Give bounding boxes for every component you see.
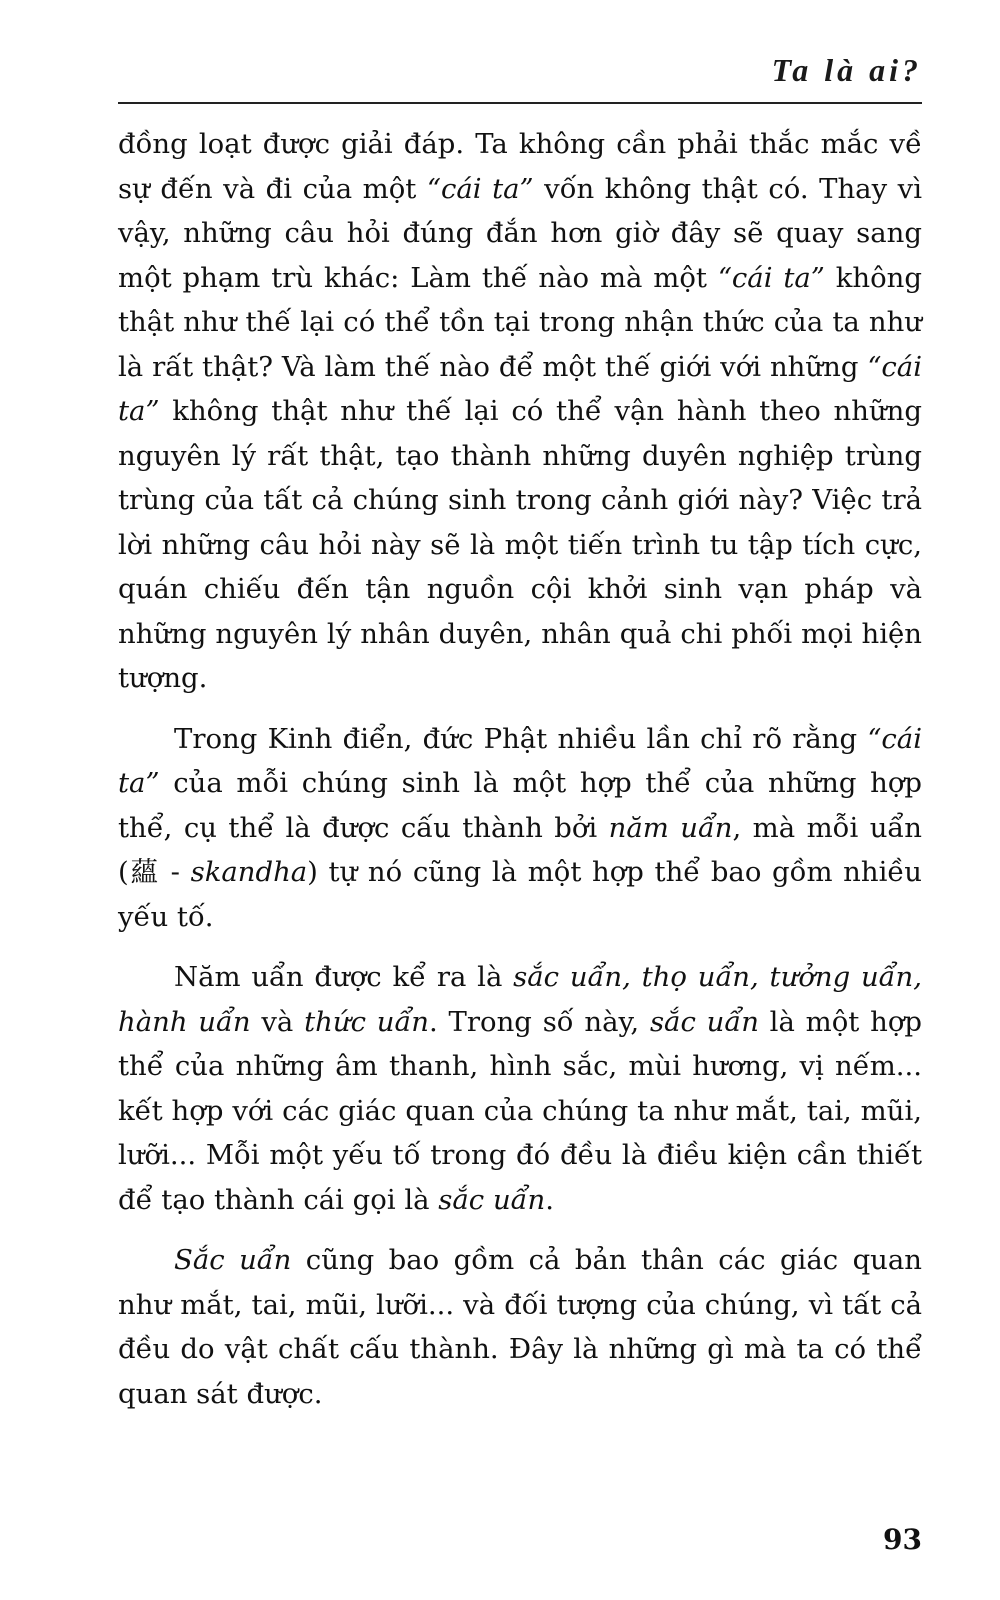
text-segment: và	[250, 1005, 305, 1038]
paragraph	[118, 717, 922, 940]
italic-text: “cái ta”	[717, 261, 825, 294]
text-segment: Trong Kinh điển, đức Phật nhiều lần chỉ rõ rằng	[174, 722, 868, 755]
text-segment: đồng loạt được giải đáp. Ta không cần phải thắc mắc về sự đến và đi của một	[118, 128, 922, 205]
chinese-character: 蘊	[128, 856, 161, 888]
italic-text: “cái ta”	[118, 350, 922, 427]
text-segment: không thật như thế lại có thể vận hành theo những nguyên lý rất thật, tạo thành những duyên nghiệp trùng trùng của tất cả chúng sinh trong cảnh giới này? Việc trả lời những câu hỏi này sẽ là một tiến trình tu tập tích cực, quán chiếu đến tận nguồn cội khởi sinh vạn pháp và những nguyên lý nhân duyên, nhân quả chi phối mọi hiện tượng.	[118, 395, 922, 694]
italic-text: sắc uẩn, thọ uẩn, tưởng uẩn, hành uẩn	[118, 961, 922, 1038]
italic-text: năm uẩn	[608, 811, 733, 844]
text-segment: -	[160, 856, 191, 888]
text-segment: không thật như thế lại có thể tồn tại trong nhận thức của ta như là rất thật? Và làm thế nào để một thế giới với những	[118, 261, 922, 383]
italic-text: sắc uẩn	[649, 1005, 759, 1038]
italic-text: “cái ta”	[426, 172, 534, 205]
header-rule	[118, 102, 922, 104]
italic-text: skandha	[190, 856, 308, 888]
running-header: Ta là ai?	[771, 52, 922, 88]
text-segment: của mỗi chúng sinh là một hợp thể của những hợp thể, cụ thể là được cấu thành bởi	[118, 767, 922, 844]
body-text	[118, 122, 922, 1432]
text-segment: cũng bao gồm cả bản thân các giác quan như mắt, tai, mũi, lưỡi... và đối tượng của chúng, vì tất cả đều do vật chất cấu thành. Đây là những gì mà ta có thể quan sát được.	[118, 1244, 922, 1410]
text-segment: ) tự nó cũng là một hợp thể bao gồm nhiều yếu tố.	[118, 856, 923, 933]
text-segment: , mà mỗi uẩn (	[118, 811, 922, 888]
text-segment: vốn không thật có. Thay vì vậy, những câu hỏi đúng đắn hơn giờ đây sẽ quay sang một phạm trù khác: Làm thế nào mà một	[118, 172, 923, 294]
paragraph	[118, 955, 922, 1222]
italic-text: thức uẩn	[304, 1005, 430, 1038]
italic-text: “cái ta”	[118, 722, 922, 799]
text-segment: Năm uẩn được kể ra là	[174, 961, 514, 993]
text-segment: .	[545, 1183, 554, 1216]
text-segment: là một hợp thể của những âm thanh, hình sắc, mùi hương, vị nếm... kết hợp với các giác quan của chúng ta như mắt, tai, mũi, lưỡi... Mỗi một yếu tố trong đó đều là điều kiện cần thiết để tạo thành cái gọi là	[118, 1005, 922, 1216]
paragraph	[118, 122, 922, 701]
paragraph	[118, 1238, 922, 1416]
page-number: 93	[883, 1523, 922, 1556]
italic-text: Sắc uẩn	[174, 1244, 292, 1276]
text-segment: . Trong số này,	[429, 1005, 650, 1038]
italic-text: sắc uẩn	[438, 1183, 546, 1216]
